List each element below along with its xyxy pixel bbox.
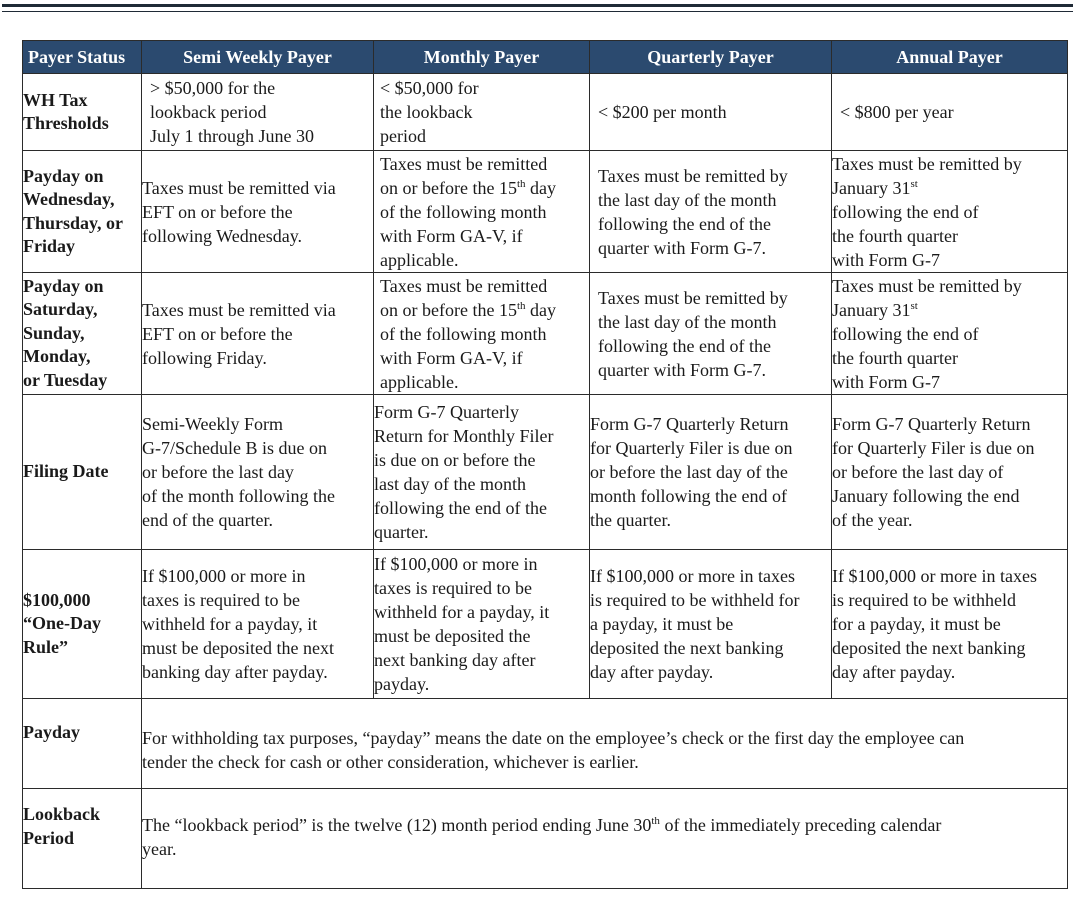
row-label-thresholds: WH Tax Thresholds	[23, 74, 142, 151]
cell-payday-wednesday-semi: Taxes must be remitted via EFT on or before the following Wednesday.	[142, 151, 374, 273]
cell-filing-semi: Semi-Weekly Form G-7/Schedule B is due on or before the last day of the month following the end of the quarter.	[142, 395, 374, 550]
row-label-payday-saturday: Payday on Saturday, Sunday, Monday, or Tuesday	[23, 273, 142, 395]
payer-status-table	[22, 40, 1068, 889]
row-one-day-rule	[23, 550, 1068, 699]
row-lookback-period	[23, 789, 1068, 889]
row-label-payday: Payday	[23, 699, 142, 789]
row-label-one-day-rule: $100,000 “One-Day Rule”	[23, 550, 142, 699]
row-thresholds	[23, 74, 1068, 151]
cell-oneday-semi: If $100,000 or more in taxes is required to be withheld for a payday, it must be deposited the next banking day after payday.	[142, 550, 374, 699]
cell-thresholds-semi: > $50,000 for the lookback period July 1 through June 30	[142, 74, 374, 151]
row-label-lookback: Lookback Period	[23, 789, 142, 889]
header-monthly: Monthly Payer	[374, 41, 590, 74]
cell-filing-quarterly: Form G-7 Quarterly Return for Quarterly Filer is due on or before the last day of the month following the end of the quarter.	[590, 395, 832, 550]
header-payer-status: Payer Status	[23, 41, 142, 74]
cell-oneday-quarterly: If $100,000 or more in taxes is required to be withheld for a payday, it must be deposited the next banking day after payday.	[590, 550, 832, 699]
cell-lookback-definition: The “lookback period” is the twelve (12) month period ending June 30th of the immediately preceding calendar year.	[142, 789, 1068, 889]
row-label-payday-wednesday: Payday on Wednesday, Thursday, or Friday	[23, 151, 142, 273]
row-payday-wednesday	[23, 151, 1068, 273]
cell-payday-wednesday-annual: Taxes must be remitted by January 31st following the end of the fourth quarter with Form G-7	[832, 151, 1068, 273]
cell-payday-wednesday-monthly: Taxes must be remitted on or before the 15th day of the following month with Form GA-V, if applicable.	[374, 151, 590, 273]
cell-payday-saturday-quarterly: Taxes must be remitted by the last day of the month following the end of the quarter with Form G-7.	[590, 273, 832, 395]
cell-payday-saturday-semi: Taxes must be remitted via EFT on or before the following Friday.	[142, 273, 374, 395]
cell-filing-annual: Form G-7 Quarterly Return for Quarterly Filer is due on or before the last day of January following the end of the year.	[832, 395, 1068, 550]
row-payday-definition	[23, 699, 1068, 789]
header-semi-weekly: Semi Weekly Payer	[142, 41, 374, 74]
cell-payday-saturday-monthly: Taxes must be remitted on or before the 15th day of the following month with Form GA-V, if applicable.	[374, 273, 590, 395]
cell-oneday-annual: If $100,000 or more in taxes is required to be withheld for a payday, it must be deposited the next banking day after payday.	[832, 550, 1068, 699]
top-rule-thin	[2, 11, 1073, 12]
row-label-filing-date: Filing Date	[23, 395, 142, 550]
cell-payday-saturday-annual: Taxes must be remitted by January 31st following the end of the fourth quarter with Form G-7	[832, 273, 1068, 395]
cell-payday-wednesday-quarterly: Taxes must be remitted by the last day of the month following the end of the quarter with Form G-7.	[590, 151, 832, 273]
header-quarterly: Quarterly Payer	[590, 41, 832, 74]
top-rule-thick	[2, 4, 1073, 7]
cell-thresholds-monthly: < $50,000 for the lookback period	[374, 74, 590, 151]
row-payday-saturday	[23, 273, 1068, 395]
header-row	[23, 41, 1068, 74]
cell-thresholds-quarterly: < $200 per month	[590, 74, 832, 151]
cell-oneday-monthly: If $100,000 or more in taxes is required to be withheld for a payday, it must be deposited the next banking day after payday.	[374, 550, 590, 699]
cell-filing-monthly: Form G-7 Quarterly Return for Monthly Filer is due on or before the last day of the month following the end of the quarter.	[374, 395, 590, 550]
cell-payday-definition: For withholding tax purposes, “payday” means the date on the employee’s check or the first day the employee can tender the check for cash or other consideration, whichever is earlier.	[142, 699, 1068, 789]
cell-thresholds-annual: < $800 per year	[832, 74, 1068, 151]
row-filing-date	[23, 395, 1068, 550]
header-annual: Annual Payer	[832, 41, 1068, 74]
